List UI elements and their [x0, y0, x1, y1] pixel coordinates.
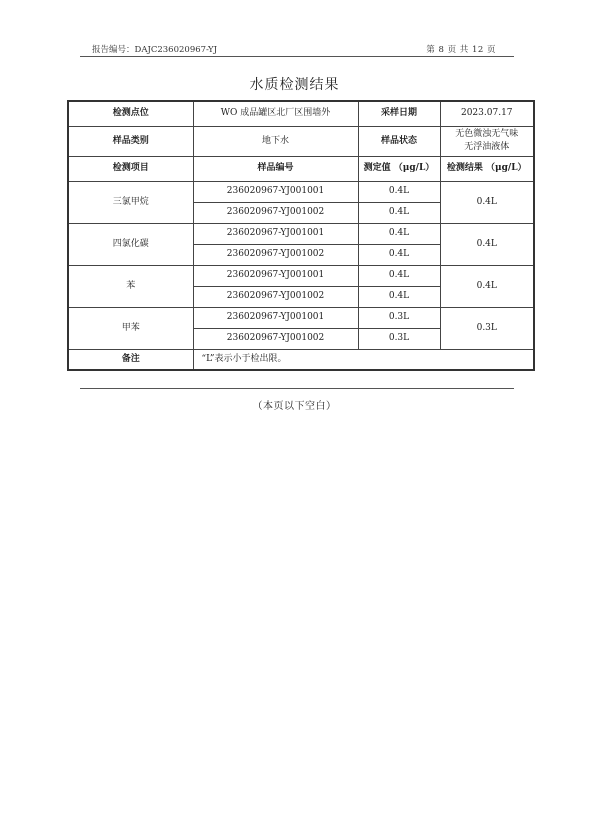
column-sample-no: 样品编号	[193, 156, 358, 181]
sample-number: 236020967-YJ001001	[193, 181, 358, 202]
page-number: 第 8 页 共 12 页	[426, 45, 496, 55]
table-row	[68, 307, 534, 328]
location-label: 检测点位	[68, 101, 193, 126]
sample-state-line-1: 无色微浊无气味	[455, 129, 519, 139]
column-result: 检测结果 （μg/L）	[440, 156, 534, 181]
sample-state-line-2: 无浮油液体	[464, 142, 510, 152]
table-row	[68, 181, 534, 202]
result-value: 0.4L	[440, 223, 534, 265]
sample-number: 236020967-YJ001001	[193, 265, 358, 286]
measured-value: 0.3L	[358, 328, 440, 349]
item-name: 三氯甲烷	[68, 181, 193, 223]
report-number: 报告编号：DAJC236020967-YJ	[92, 45, 217, 55]
sample-number: 236020967-YJ001002	[193, 328, 358, 349]
item-name: 甲苯	[68, 307, 193, 349]
measured-value: 0.4L	[358, 202, 440, 223]
header-divider	[80, 56, 514, 57]
results-table	[67, 100, 535, 371]
table-row	[68, 265, 534, 286]
remark-text: “L”表示小于检出限。	[193, 349, 534, 370]
measured-value: 0.4L	[358, 286, 440, 307]
result-value: 0.4L	[440, 181, 534, 223]
sample-type-value: 地下水	[193, 126, 358, 156]
table-row	[68, 223, 534, 244]
sample-number: 236020967-YJ001002	[193, 202, 358, 223]
measured-value: 0.4L	[358, 181, 440, 202]
sample-number: 236020967-YJ001002	[193, 244, 358, 265]
info-row-location	[68, 101, 534, 126]
bottom-divider	[80, 388, 514, 389]
measured-value: 0.3L	[358, 307, 440, 328]
blank-below-notice: （本页以下空白）	[252, 401, 337, 412]
date-label: 采样日期	[358, 101, 440, 126]
sample-number: 236020967-YJ001001	[193, 307, 358, 328]
item-name: 苯	[68, 265, 193, 307]
column-measured: 测定值 （μg/L）	[358, 156, 440, 181]
remark-label: 备注	[68, 349, 193, 370]
sample-state-value	[440, 126, 534, 156]
column-item: 检测项目	[68, 156, 193, 181]
sample-number: 236020967-YJ001001	[193, 223, 358, 244]
result-value: 0.3L	[440, 307, 534, 349]
remark-row	[68, 349, 534, 370]
sample-state-label: 样品状态	[358, 126, 440, 156]
info-row-sample	[68, 126, 534, 156]
measured-value: 0.4L	[358, 223, 440, 244]
date-value: 2023.07.17	[440, 101, 534, 126]
result-value: 0.4L	[440, 265, 534, 307]
measured-value: 0.4L	[358, 265, 440, 286]
measured-value: 0.4L	[358, 244, 440, 265]
sample-type-label: 样品类别	[68, 126, 193, 156]
column-header-row	[68, 156, 534, 181]
item-name: 四氯化碳	[68, 223, 193, 265]
page-title: 水质检测结果	[249, 77, 340, 93]
location-value: WO 成品罐区北厂区围墙外	[193, 101, 358, 126]
sample-number: 236020967-YJ001002	[193, 286, 358, 307]
